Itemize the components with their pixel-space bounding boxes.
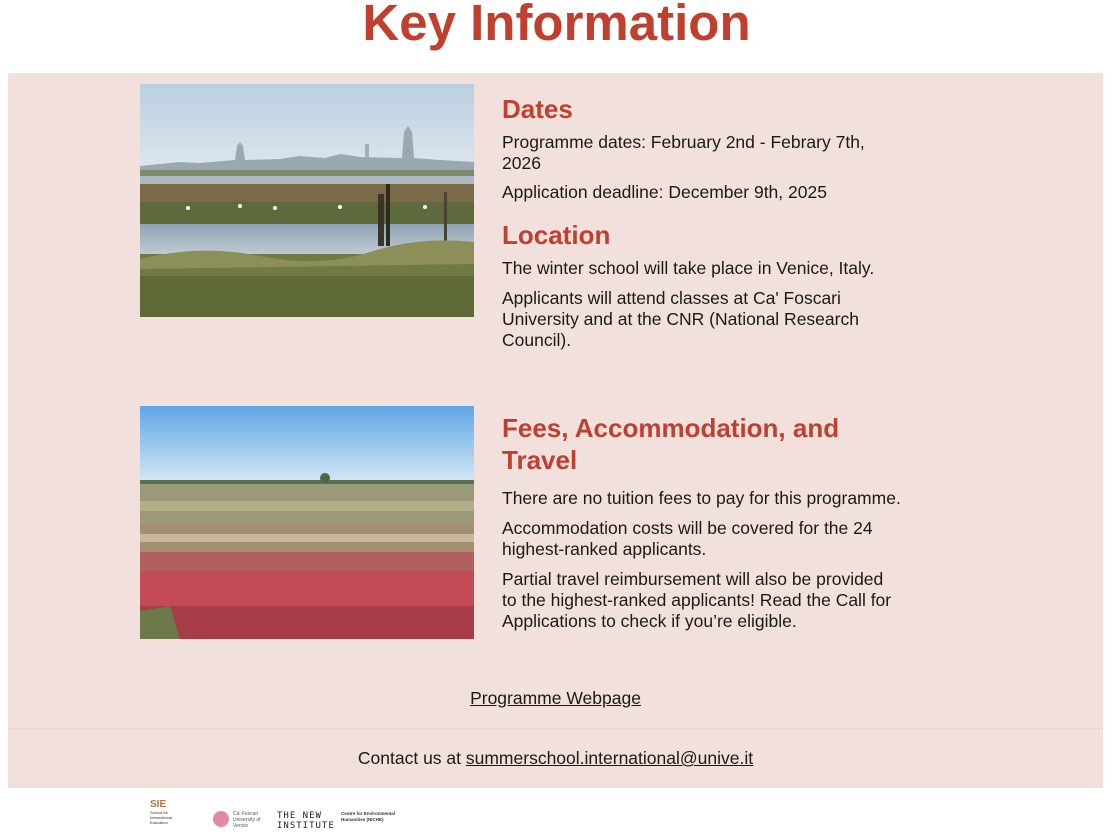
application-deadline-text: Application deadline: December 9th, 2025 xyxy=(502,182,827,202)
sie-logo: SIE School for International Education xyxy=(150,799,173,825)
programme-dates-text: Programme dates: February 2nd - Febrary 7th, 2026 xyxy=(502,132,865,173)
dates-location-section xyxy=(502,93,902,351)
fees-section xyxy=(502,412,902,632)
cafoscari-logo-text: Ca' Foscari University of Venice xyxy=(233,811,261,829)
contact-prefix: Contact us at xyxy=(357,748,466,768)
fees-text-3: Partial travel reimbursement will also be provided to the highest-ranked applicants! Read the Call for Applications to check if you’re eligible. xyxy=(502,569,892,631)
niche-logo-text: Centre for Environmental Humanities (NICHE) xyxy=(341,811,396,822)
salt-marsh-photo xyxy=(140,406,474,639)
location-text-2: Applicants will attend classes at Ca' Foscari University and at the CNR (National Research Council). xyxy=(502,288,859,350)
key-info-panel xyxy=(8,73,1103,788)
newinstitute-logo: THE NEW INSTITUTE xyxy=(277,811,335,831)
programme-webpage-link[interactable]: Programme Webpage xyxy=(470,688,641,708)
page-title: Key Information xyxy=(362,0,751,51)
programme-webpage-row xyxy=(8,688,1103,709)
contact-row xyxy=(8,748,1103,769)
location-text-1: The winter school will take place in Venice, Italy. xyxy=(502,258,875,278)
fees-text-2: Accommodation costs will be covered for the 24 highest-ranked applicants. xyxy=(502,518,873,559)
fees-heading: Fees, Accommodation, and Travel xyxy=(502,413,840,475)
contact-email-link[interactable]: summerschool.international@unive.it xyxy=(465,748,754,768)
location-heading: Location xyxy=(502,220,611,250)
fees-text-1: There are no tuition fees to pay for this programme. xyxy=(502,488,901,508)
venice-lagoon-photo xyxy=(140,84,474,317)
divider xyxy=(8,728,1103,729)
dates-heading: Dates xyxy=(502,94,573,124)
cafoscari-logo-icon xyxy=(213,811,229,827)
